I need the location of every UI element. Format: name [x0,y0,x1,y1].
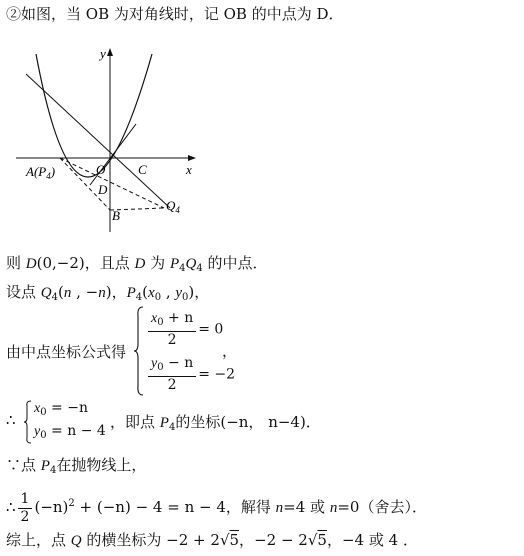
y-axis-arrow [107,48,113,56]
midpoint-trail: ， [222,342,238,360]
intro-line: ②如图，当 OB 为对角线时，记 OB 的中点为 D． [6,5,344,23]
x-axis-label: x [186,162,192,177]
solution-eq2: $y_0 = n - 4$ [34,423,106,441]
solution-therefore: ∴ [6,411,16,429]
because-line: ∵点 $P_4$在抛物线上， [6,456,147,476]
point-d-label: D [98,182,108,197]
midpoint-eq2: $\frac{y_0 - n}{2}$ = −2 [146,355,235,394]
conclusion-line: 综上，点 Q 的横坐标为 −2 + 2√5，−2 − 2√5，−4 或 4 ． [6,531,418,549]
point-a-label: $A(P_4)$ [26,164,56,181]
midpoint-brace [134,306,144,396]
x-axis-arrow [188,155,196,161]
point-c-label: C [138,162,147,177]
solution-text: ，即点 $P_4$的坐标(−n， n−4)． [110,413,321,433]
point-q-label: $Q_4$ [166,198,180,215]
parabola-curve [36,54,152,177]
line-set-points: 设点 $Q_4(n$ , −n)，$P_4(x_0$ , $y_0$)， [6,283,210,303]
sqrt-symbol: √ [219,531,230,549]
dash-a-q [60,158,164,208]
solution-brace [24,400,32,444]
origin-label: O [96,162,106,177]
solution-eq1: $x_0 = -n$ [34,400,88,418]
sqrt-symbol: √ [307,531,318,549]
y-axis-label: y [100,46,106,61]
midpoint-eq1: $\frac{x_0 + n}{2}$ = 0 [146,310,223,349]
midpoint-label: 由中点坐标公式得 [6,343,127,361]
line-d-midpoint: 则 D(0,−2)，且点 D 为 $P_4Q_4$ 的中点． [6,254,268,274]
point-b-label: B [112,208,120,223]
equation-line: ∴ $\frac{1}{2}$ $(-n)^2 + (-n) - 4 = n - 4$，解得 n=4 或 n=0（舍去）． [6,490,427,525]
parabola-diagram [12,40,212,240]
